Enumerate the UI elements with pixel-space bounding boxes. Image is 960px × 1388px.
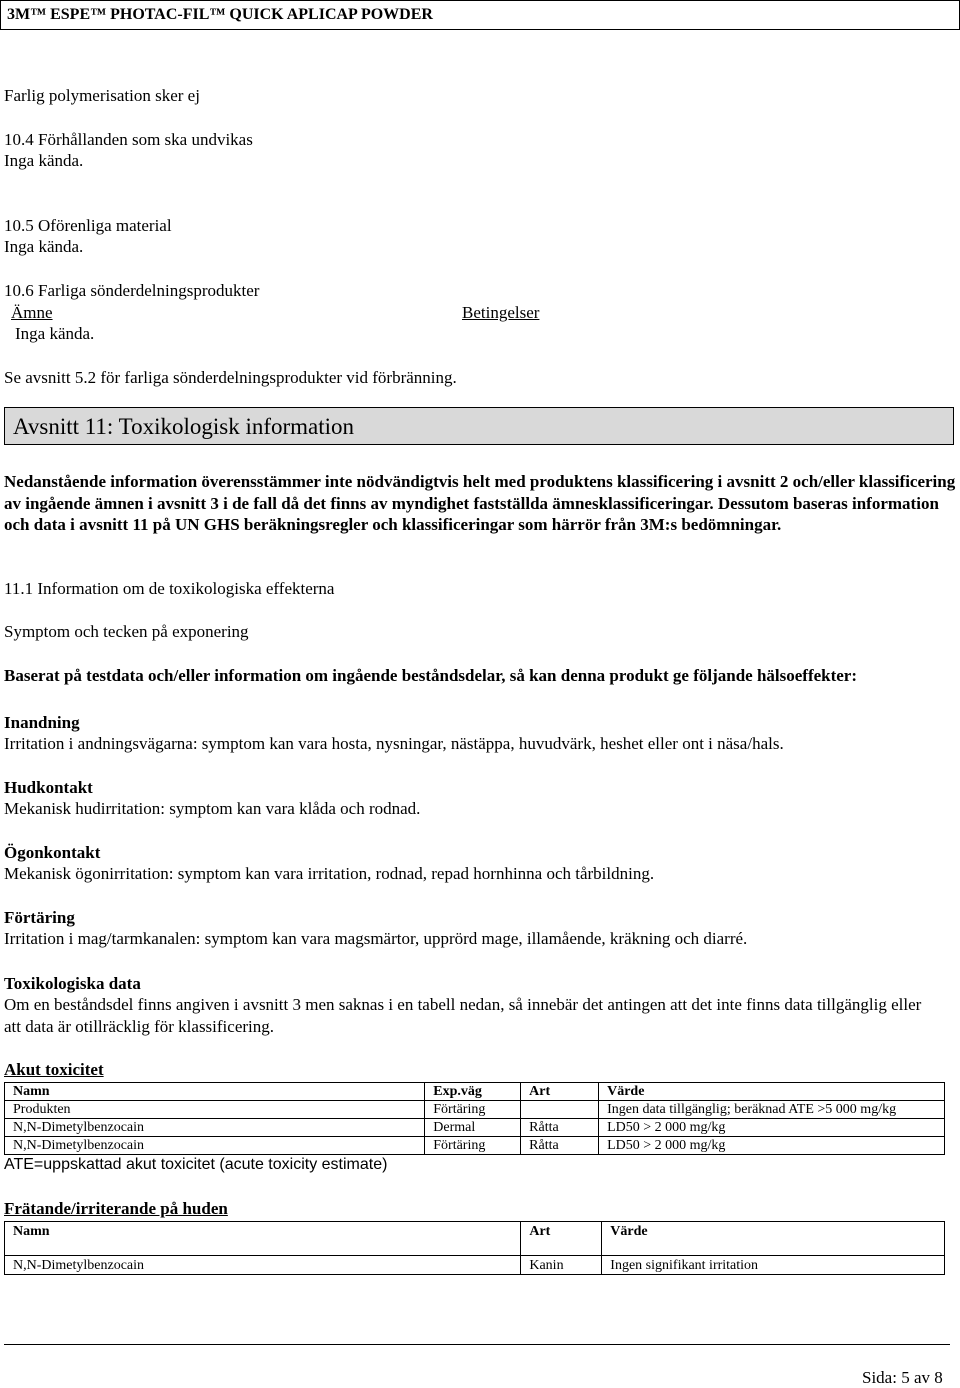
section-11-intro: Nedanstående information överensstämmer inte nödvändigtvis helt med produktens klassificering i avsnitt 2 och/eller klassificering av ingående ämnen i avsnitt 3 i de fall då det finns av myndighet fastställda ämnesklassificeringar. Dessutom baseras information och data i avsnitt 11 på UN GHS beräkningsregler och klassificeringar som härrör från 3M:s bedömningar. xyxy=(4,472,956,534)
toxdata-text: Om en beståndsdel finns angiven i avsnitt 3 men saknas i en tabell nedan, så innebär det antingen att det inte finns data tillgänglig eller att data är otillräcklig för klassificering. xyxy=(4,995,922,1036)
text-10-4: Inga kända. xyxy=(4,151,84,170)
header-cell: Värde xyxy=(599,1083,945,1101)
header-cell: Art xyxy=(521,1083,599,1101)
table-header-row xyxy=(5,1083,945,1101)
table-cell: Förtäring xyxy=(425,1137,521,1155)
ate-note: ATE=uppskattad akut toxicitet (acute toxicity estimate) xyxy=(4,1156,388,1173)
table-cell: Kanin xyxy=(521,1256,602,1275)
skin-contact-heading: Hudkontakt xyxy=(4,778,93,797)
table-cell xyxy=(521,1101,599,1119)
header-cell: Namn xyxy=(5,1222,521,1241)
text-10-6: Inga kända. xyxy=(15,324,95,343)
table-cell: LD50 > 2 000 mg/kg xyxy=(599,1137,945,1155)
table-cell: Dermal xyxy=(425,1119,521,1137)
skin-contact-text: Mekanisk hudirritation: symptom kan vara klåda och rodnad. xyxy=(4,799,421,818)
text-10-5: Inga kända. xyxy=(4,237,84,256)
table-cell: Råtta xyxy=(521,1119,599,1137)
eye-contact-text: Mekanisk ögonirritation: symptom kan vara irritation, rodnad, repad hornhinna och tårbildning. xyxy=(4,864,655,883)
section-11-title: Avsnitt 11: Toxikologisk information xyxy=(13,414,355,439)
heading-10-5: 10.5 Oförenliga material xyxy=(4,216,172,235)
header-cell: Namn xyxy=(5,1083,425,1101)
product-name: 3M™ ESPE™ PHOTAC-FIL™ QUICK APLICAP POWDER xyxy=(7,6,433,23)
table-row xyxy=(5,1101,945,1119)
table-cell: Ingen signifikant irritation xyxy=(602,1256,945,1275)
table-cell: Ingen data tillgänglig; beräknad ATE >5 000 mg/kg xyxy=(599,1101,945,1119)
table-row xyxy=(5,1119,945,1137)
column-conditions: Betingelser xyxy=(462,303,540,322)
ingestion-heading: Förtäring xyxy=(4,908,75,927)
heading-10-6: 10.6 Farliga sönderdelningsprodukter xyxy=(4,281,260,300)
acute-toxicity-title: Akut toxicitet xyxy=(4,1060,104,1079)
skin-irritation-table xyxy=(4,1221,945,1275)
table-cell: N,N-Dimetylbenzocain xyxy=(5,1119,425,1137)
heading-11-1: 11.1 Information om de toxikologiska effekterna xyxy=(4,579,335,598)
symptoms-heading: Symptom och tecken på exponering xyxy=(4,622,249,641)
inhalation-heading: Inandning xyxy=(4,713,80,732)
table-cell: N,N-Dimetylbenzocain xyxy=(5,1137,425,1155)
table-cell: N,N-Dimetylbenzocain xyxy=(5,1256,521,1275)
heading-10-4: 10.4 Förhållanden som ska undvikas xyxy=(4,130,253,149)
column-substance: Ämne xyxy=(11,303,53,322)
inhalation-text: Irritation i andningsvägarna: symptom kan vara hosta, nysningar, nästäppa, huvudvärk, heshet eller ont i näsa/hals. xyxy=(4,734,784,753)
table-row xyxy=(5,1137,945,1155)
header-cell: Värde xyxy=(602,1222,945,1241)
footer-divider xyxy=(4,1344,950,1345)
table-cell: Förtäring xyxy=(425,1101,521,1119)
eye-contact-heading: Ögonkontakt xyxy=(4,843,101,862)
table-header-row xyxy=(5,1222,945,1241)
toxdata-heading: Toxikologiska data xyxy=(4,974,141,993)
page-number: Sida: 5 av 8 xyxy=(862,1368,943,1387)
header-cell: Exp.väg xyxy=(425,1083,521,1101)
ingestion-text: Irritation i mag/tarmkanalen: symptom kan vara magsmärtor, upprörd mage, illamående, kräkning och diarré. xyxy=(4,929,748,948)
polymerisation-text: Farlig polymerisation sker ej xyxy=(4,86,200,105)
skin-irritation-title: Frätande/irriterande på huden xyxy=(4,1199,228,1218)
table-cell: Produkten xyxy=(5,1101,425,1119)
table-row xyxy=(5,1256,945,1275)
based-on-text: Baserat på testdata och/eller information om ingående beståndsdelar, så kan denna produkt ge följande hälsoeffekter: xyxy=(4,666,858,685)
acute-toxicity-table xyxy=(4,1082,945,1155)
table-spacer-row xyxy=(5,1240,945,1256)
header-cell: Art xyxy=(521,1222,602,1241)
see-section-5-2: Se avsnitt 5.2 för farliga sönderdelningsprodukter vid förbränning. xyxy=(4,368,457,387)
document-header xyxy=(0,0,960,30)
table-cell: LD50 > 2 000 mg/kg xyxy=(599,1119,945,1137)
section-11-banner xyxy=(4,407,954,445)
table-cell: Råtta xyxy=(521,1137,599,1155)
